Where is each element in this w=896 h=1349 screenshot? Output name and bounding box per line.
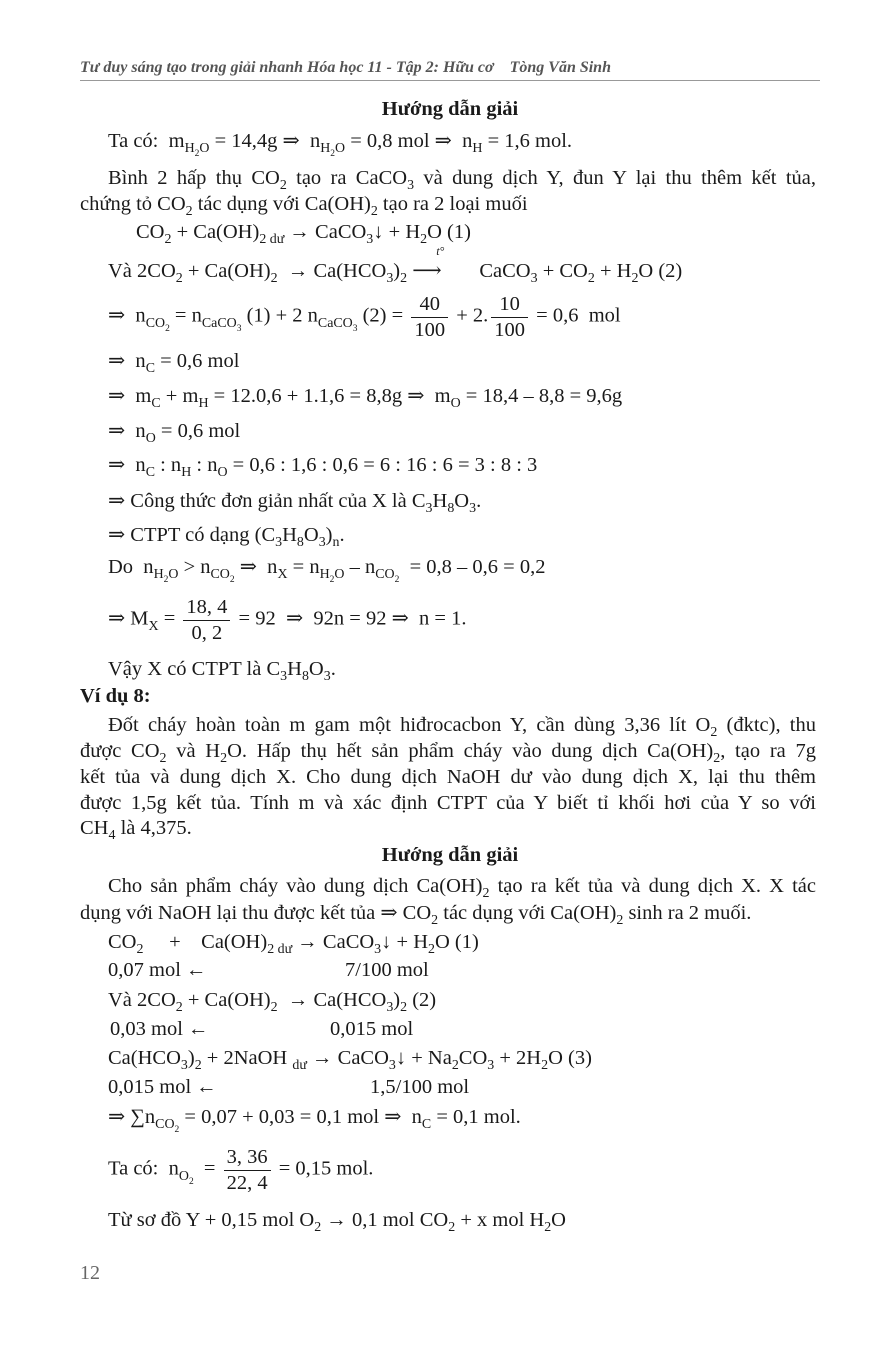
ex8-line-3: kết tủa và dung dịch X. Cho dung dịch NaOH dư vào dung dịch X, lại thu thêm — [80, 766, 816, 788]
sol1-eq-6: ⇒ Công thức đơn giản nhất của X là $C_3H_8O_3$. — [108, 490, 482, 517]
example-8-title: Ví dụ 8: — [80, 685, 151, 707]
sol2-reaction-2: Và $2CO_2 + Ca(OH)_2 \to Ca(HCO_3)_2$ (2) — [108, 989, 437, 1016]
sol2-line-1: Cho sản phẩm cháy vào dung dịch $Ca(OH)_2$ tạo ra kết tủa và dung dịch X. X tác — [108, 875, 816, 902]
sol1-eq-10: Vậy X có CTPT là $C_3H_8O_3$. — [108, 658, 336, 685]
page-number: 12 — [80, 1262, 100, 1284]
sol2-reaction-1: $CO_2$ + $Ca(OH)_{2 dư}$ → CaCO$_3$↓ + $H_2O$ (1) — [108, 931, 479, 958]
sol1-eq-2: ⇒ $n_C = 0,6$ mol — [108, 350, 240, 377]
sol2-last-line: Từ sơ đồ Y + 0,15 mol $O_2 \to 0,1$ mol $CO_2 + x$ mol $H_2O$ — [108, 1209, 566, 1236]
sol2-sum: ⇒ $\sum n_{CO_2} = 0,07 + 0,03 = 0,1$ mol ⇒ $n_C = 0,1$ mol. — [108, 1106, 521, 1135]
sol2-ta-co: Ta có: $n_{O_2}$ = $\frac{3, 36}{22, 4}$ = 0,15 mol. — [108, 1146, 374, 1194]
ex8-line-1: Đốt cháy hoàn toàn m gam một hiđrocacbon Y, cần dùng 3,36 lít $O_2$ (đktc), thu — [108, 714, 816, 741]
running-header — [80, 59, 820, 81]
fraction-40-100: $\frac{40}{100}$ — [411, 292, 448, 342]
sol1-eq-1: ⇒ $n_{CO_2} = n_{CaCO_3}$ (1) + 2 $n_{CaCO_3}$ (2) = $\frac{40}{100}$ + 2. $\frac{10}{100}$ = 0,6 mol — [108, 293, 621, 341]
sol1-eq-4: ⇒ $n_O = 0,6$ mol — [108, 420, 241, 447]
header-book-title: Tư duy sáng tạo trong giải nhanh Hóa học 11 - Tập 2: Hữu cơ — [80, 59, 494, 76]
header-author: Tòng Văn Sinh — [509, 59, 611, 76]
ex8-line-4: được 1,5g kết tủa. Tính m và xác định CTPT của Y biết tỉ khối hơi của Y so với — [80, 792, 816, 814]
sol2-mol-2b: 0,015 mol — [330, 1018, 414, 1040]
sol1-eq-7: ⇒ CTPT có dạng $(C_3H_8O_3)_n$. — [108, 524, 345, 551]
sol1-line-2: Bình 2 hấp thụ $CO_2$ tạo ra CaCO$_3$ và dung dịch Y, đun Y lại thu thêm kết tủa, — [108, 167, 816, 194]
sol1-line-3: chứng tỏ $CO_2$ tác dụng với $Ca(OH)_2$ tạo ra 2 loại muối — [80, 193, 528, 220]
sol1-reaction-2: Và $2CO_2 + Ca(OH)_2 \to Ca(HCO_3)_2$ t° ⟶ CaCO$_3$ + $CO_2 + H_2O$ (2) — [108, 244, 683, 287]
sol1-eq-9: ⇒ $M_X$ = $\frac{18, 4}{0, 2}$ = 92 ⇒ 92n = 92 ⇒ n = 1. — [108, 596, 467, 644]
fraction-3-36-over-22-4: $\frac{3, 36}{22, 4}$ — [224, 1145, 271, 1195]
ex8-line-2: được $CO_2$ và $H_2O$. Hấp thụ hết sản phẩm cháy vào dung dịch $Ca(OH)_2$, tạo ra 7g — [80, 740, 816, 767]
sol2-mol-3b: 1,5/100 mol — [370, 1076, 470, 1098]
sol1-eq-5: ⇒ $n_C$ : $n_H$ : $n_O = 0,6$ : 1,6 : 0,6 = 6 : 16 : 6 = 3 : 8 : 3 — [108, 454, 538, 481]
sol1-line-1: Ta có: $m_{H_2O} = 14,4g$ ⇒ $n_{H_2O} = 0,8$ mol ⇒ $n_H = 1,6$ mol. — [108, 130, 573, 159]
fraction-10-100: $\frac{10}{100}$ — [491, 292, 528, 342]
sol2-reaction-3: $Ca(HCO_3)_2$ + 2NaOH $_{dư}$ → CaCO$_3$↓ + $Na_2CO_3 + 2H_2O$ (3) — [108, 1047, 592, 1074]
sol2-mol-3a: 0,015 mol ← — [108, 1076, 217, 1098]
sol2-mol-1b: 7/100 mol — [345, 959, 429, 981]
sol1-eq-3: ⇒ $m_C + m_H = 12.0,6 + 1.1,6 = 8,8g$ ⇒ $m_O = 18,4 - 8,8 = 9,6g$ — [108, 385, 623, 412]
fraction-18-4-over-0-2: $\frac{18, 4}{0, 2}$ — [183, 595, 230, 645]
ex8-line-5: $CH_4$ là 4,375. — [80, 817, 192, 844]
sol1-reaction-1: $CO_2 + Ca(OH)_{2 dư}$ → CaCO$_3$↓ + $H_2O$ (1) — [136, 221, 471, 248]
solution-heading-2: Hướng dẫn giải — [381, 844, 519, 866]
sol1-eq-8: Do $n_{H_2O} > n_{CO_2}$ ⇒ $n_X = n_{H_2O} - n_{CO_2} = 0,8 - 0,6 = 0,2$ — [108, 556, 546, 585]
sol2-mol-1a: 0,07 mol ← — [108, 959, 207, 981]
solution-heading-1: Hướng dẫn giải — [381, 98, 519, 120]
sol2-line-2: dụng với NaOH lại thu được kết tủa ⇒ $CO_2$ tác dụng với $Ca(OH)_2$ sinh ra 2 muối. — [80, 902, 752, 929]
sol2-mol-2a: 0,03 mol ← — [110, 1018, 209, 1040]
